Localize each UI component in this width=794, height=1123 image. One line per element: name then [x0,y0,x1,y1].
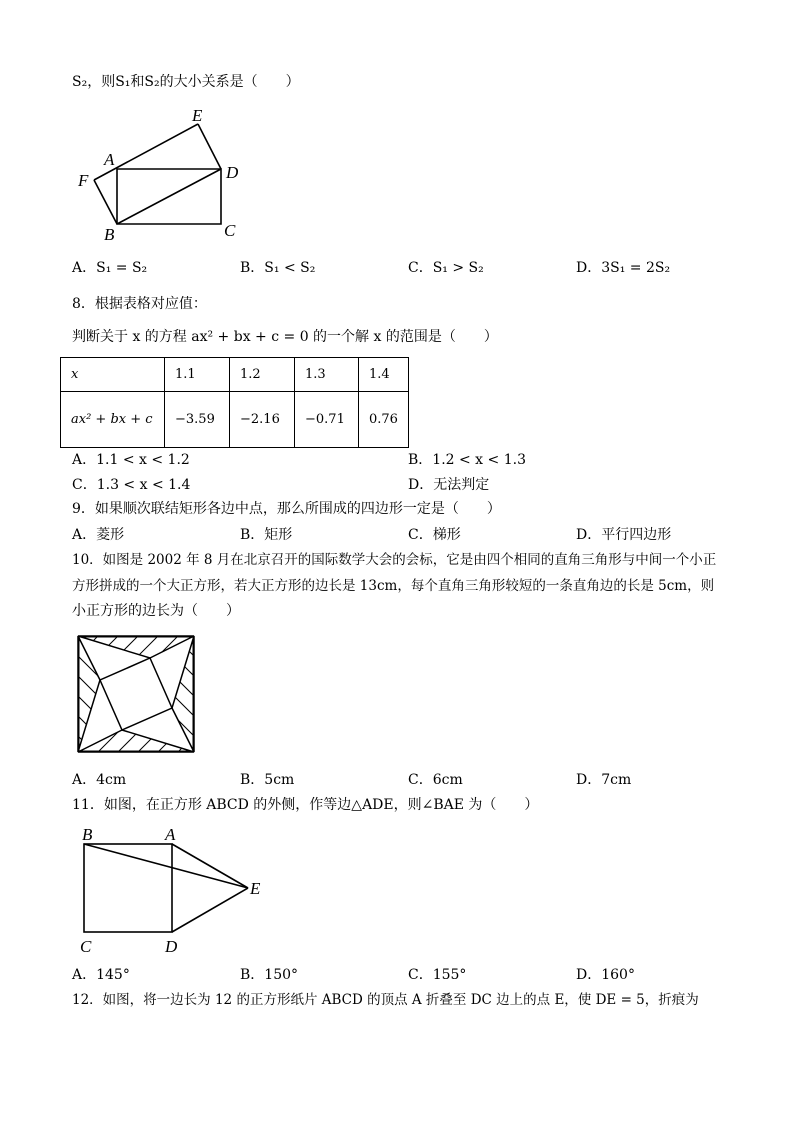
q12-stem: 12．如图，将一边长为 12 的正方形纸片 ABCD 的顶点 A 折叠至 DC 边上的点 E，使 DE = 5，折痕为 [72,992,699,1008]
q8-option-a[interactable]: A．1.1 < x < 1.2 [72,452,190,468]
q7-stem-tail: S₂，则S₁和S₂的大小关系是（ ） [72,74,300,90]
q9-option-d[interactable]: D．平行四边形 [576,527,672,543]
q9-option-a[interactable]: A．菱形 [72,527,125,543]
table-cell: −3.59 [165,392,230,448]
q9-option-c[interactable]: C．梯形 [408,527,461,543]
q7-option-a[interactable]: A．S₁ = S₂ [72,260,148,276]
q10-line3: 小正方形的边长为（ ） [72,603,240,619]
q10-line2: 方形拼成的一个大正方形，若大正方形的边长是 13cm，每个直角三角形较短的一条直角边的长是 5cm，则 [72,578,715,594]
q8-option-d[interactable]: D．无法判定 [408,477,490,493]
q7-label-D: D [226,163,239,182]
q11-option-b[interactable]: B．150° [240,967,299,983]
q8-value-table [60,357,409,448]
q10-line1: 10．如图是 2002 年 8 月在北京召开的国际数学大会的会标，它是由四个相同的直角三角形与中间一个小正 [72,552,717,568]
q7-label-A: A [104,150,115,169]
table-cell: −2.16 [230,392,295,448]
q7-figure [70,100,260,245]
q11-label-C: C [80,937,92,956]
q7-option-d[interactable]: D．3S₁ = 2S₂ [576,260,671,276]
q7-label-C: C [224,221,236,240]
q8-stem: 8．根据表格对应值： [72,296,207,312]
q11-figure [78,822,278,962]
q11-label-A: A [165,825,176,844]
q11-label-E: E [250,879,261,898]
table-cell: ax² + bx + c [61,392,165,448]
table-cell: −0.71 [295,392,359,448]
q10-option-c[interactable]: C．6cm [408,772,463,788]
q8-option-b[interactable]: B．1.2 < x < 1.3 [408,452,526,468]
q7-option-c[interactable]: C．S₁ > S₂ [408,260,484,276]
q11-stem: 11．如图，在正方形 ABCD 的外侧，作等边△ADE，则∠BAE 为（ ） [72,797,539,813]
table-row [61,392,409,448]
table-header-cell: 1.3 [295,358,359,392]
table-cell: 0.76 [359,392,409,448]
q8-option-c[interactable]: C．1.3 < x < 1.4 [72,477,191,493]
q10-option-b[interactable]: B．5cm [240,772,295,788]
q10-option-a[interactable]: A．4cm [72,772,127,788]
q11-label-B: B [82,825,93,844]
q11-option-a[interactable]: A．145° [72,967,130,983]
table-header-cell: 1.2 [230,358,295,392]
q7-label-F: F [78,171,89,190]
table-header-cell: 1.1 [165,358,230,392]
table-row [61,358,409,392]
q9-option-b[interactable]: B．矩形 [240,527,293,543]
table-header-cell: 1.4 [359,358,409,392]
q9-stem: 9．如果顺次联结矩形各边中点，那么所围成的四边形一定是（ ） [72,501,501,517]
q10-option-d[interactable]: D．7cm [576,772,632,788]
q11-option-d[interactable]: D．160° [576,967,635,983]
q7-option-b[interactable]: B．S₁ < S₂ [240,260,316,276]
q8-question: 判断关于 x 的方程 ax² + bx + c = 0 的一个解 x 的范围是（ ） [72,329,498,345]
table-header-cell: x [61,358,165,392]
q7-label-E: E [192,106,203,125]
q10-logo-figure [78,636,194,752]
q7-label-B: B [104,225,115,244]
q11-option-c[interactable]: C．155° [408,967,467,983]
q11-label-D: D [165,937,178,956]
